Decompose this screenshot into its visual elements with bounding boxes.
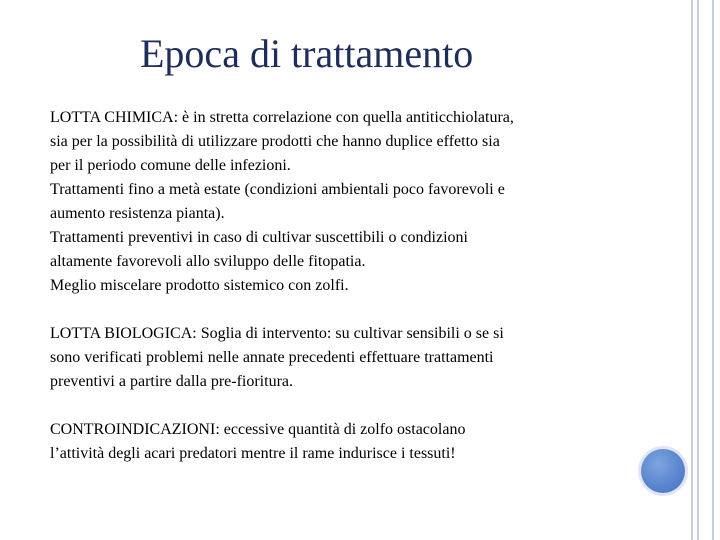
slide-title: Epoca di trattamento	[140, 31, 474, 76]
slide-body	[50, 106, 650, 466]
text-line: aumento resistenza pianta).	[50, 205, 225, 222]
text-line: Trattamenti fino a metà estate (condizioni ambientali poco favorevoli e	[50, 181, 505, 198]
border-line	[712, 0, 714, 540]
decorative-border	[691, 0, 715, 540]
paragraph-spacer	[50, 394, 650, 418]
border-line	[697, 0, 699, 540]
paragraph-lotta-biologica	[50, 322, 650, 394]
text-line: sono verificati problemi nelle annate precedenti effettuare trattamenti	[50, 349, 494, 366]
text-line: preventivi a partire dalla pre-fioritura.	[50, 373, 293, 390]
paragraph-spacer	[50, 298, 650, 322]
text-line: CONTROINDICAZIONI: eccessive quantità di zolfo ostacolano	[50, 421, 466, 438]
text-line: l’attività degli acari predatori mentre il rame indurisce i tessuti!	[50, 445, 456, 462]
text-line: Meglio miscelare prodotto sistemico con zolfi.	[50, 277, 349, 294]
text-line: per il periodo comune delle infezioni.	[50, 157, 291, 174]
text-line: Trattamenti preventivi in caso di cultivar suscettibili o condizioni	[50, 229, 468, 246]
text-line: LOTTA CHIMICA: è in stretta correlazione con quella antiticchiolatura,	[50, 109, 514, 126]
paragraph-lotta-chimica	[50, 106, 650, 298]
paragraph-controindicazioni	[50, 418, 650, 466]
text-line: altamente favorevoli allo sviluppo delle fitopatia.	[50, 253, 366, 270]
text-line: LOTTA BIOLOGICA: Soglia di intervento: su cultivar sensibili o se si	[50, 325, 504, 342]
decorative-circle-icon	[641, 449, 685, 493]
border-line	[691, 0, 693, 540]
text-line: sia per la possibilità di utilizzare prodotti che hanno duplice effetto sia	[50, 133, 500, 150]
